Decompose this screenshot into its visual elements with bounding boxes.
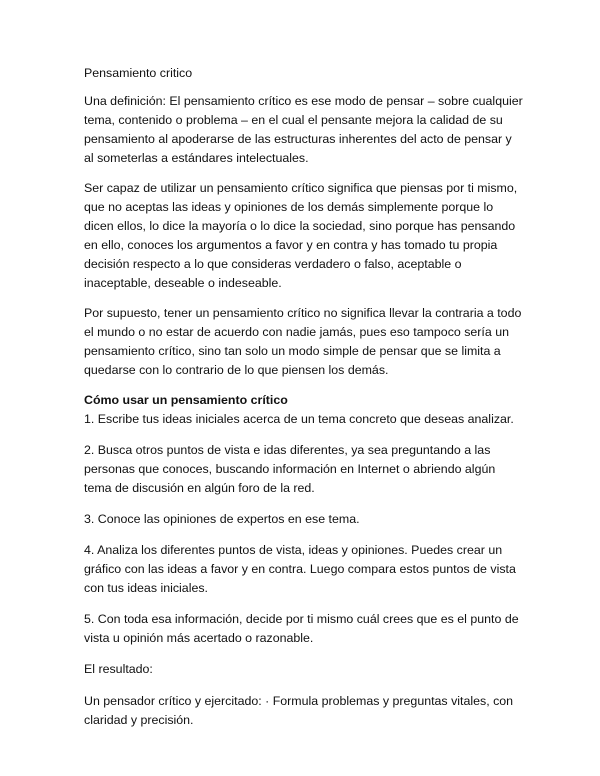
step-item-3: 3. Conoce las opiniones de expertos en ese tema.: [84, 512, 360, 526]
result-label: El resultado:: [84, 662, 153, 676]
paragraph-ability: Ser capaz de utilizar un pensamiento crítico significa que piensas por ti mismo, que no aceptas las ideas y opiniones de los demás simplemente porque lo dicen ellos, lo dice la mayoría o lo dice la sociedad, sino porque has pensando en ello, conoces los argumentos a favor y en contra y has tomado tu propia decisión respecto a lo que consideras verdadero o falso, aceptable o inaceptable, deseable o indeseable.: [84, 181, 518, 290]
paragraph-definition: Una definición: El pensamiento crítico es ese modo de pensar – sobre cualquier tema, contenido o problema – en el cual el pensante mejora la calidad de su pensamiento al apoderarse de las estructuras inherentes del acto de pensar y al someterlas a estándares intelectuales.: [84, 94, 523, 165]
section-heading: Cómo usar un pensamiento crítico: [84, 393, 288, 407]
step-item-2: 2. Busca otros puntos de vista e idas diferentes, ya sea preguntando a las personas que conoces, buscando información en Internet o abriendo algún tema de discusión en algún foro de la red.: [84, 443, 496, 495]
step-item-5: 5. Con toda esa información, decide por ti mismo cuál crees que es el punto de vista u opinión más acertado o razonable.: [84, 612, 519, 645]
document-body: [84, 64, 524, 741]
step-item-4: 4. Analiza los diferentes puntos de vista, ideas y opiniones. Puedes crear un gráfico con las ideas a favor y en contra. Luego compara estos puntos de vista con tus ideas iniciales.: [84, 543, 516, 595]
document-title: Pensamiento critico: [84, 66, 193, 80]
paragraph-clarification: Por supuesto, tener un pensamiento crítico no significa llevar la contraria a todo el mundo o no estar de acuerdo con nadie jamás, pues eso tampoco sería un pensamiento crítico, sino tan solo un modo simple de pensar que se limita a quedarse con lo contrario de lo que piensen los demás.: [84, 306, 522, 377]
result-text: Un pensador crítico y ejercitado: · Formula problemas y preguntas vitales, con claridad y precisión.: [84, 694, 514, 727]
step-item-1: 1. Escribe tus ideas iniciales acerca de un tema concreto que deseas analizar.: [84, 412, 514, 426]
